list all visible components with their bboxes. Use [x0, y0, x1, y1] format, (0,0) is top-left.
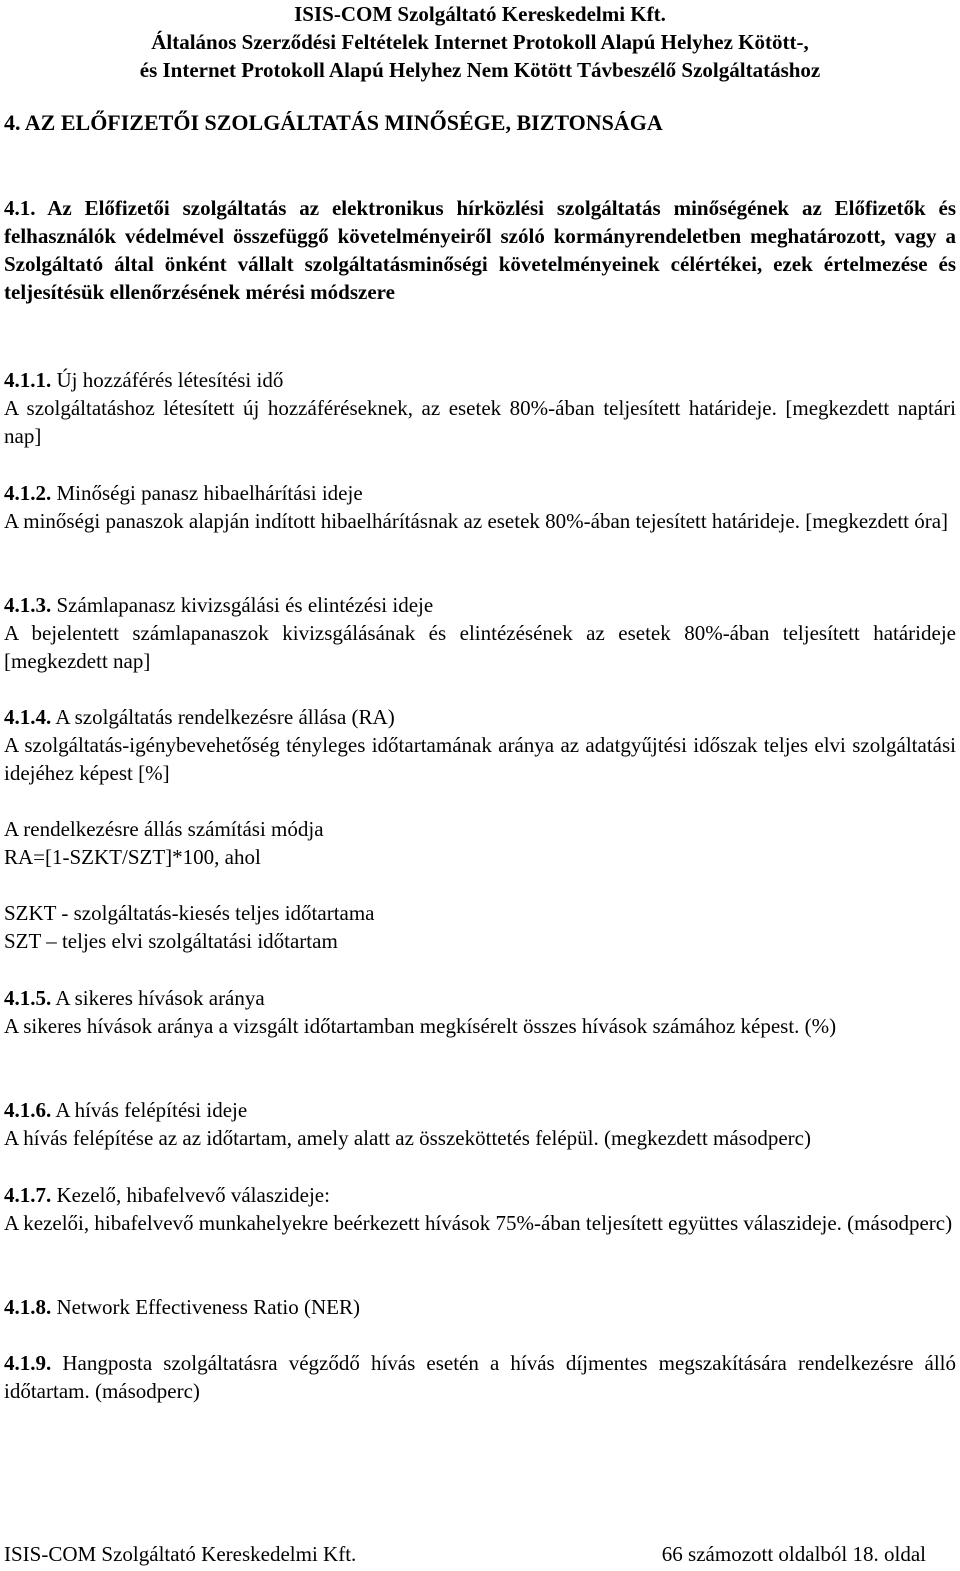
item-4-1-1 [4, 366, 956, 450]
item-number: 4.1.3. [4, 593, 52, 617]
item-body: A minőségi panaszok alapján indított hibaelhárításnak az esetek 80%-ában tejesített határideje. [megkezdett óra] [4, 509, 949, 533]
item-body: A szolgáltatáshoz létesített új hozzáféréseknek, az esetek 80%-ában teljesített határideje. [megkezdett naptári nap] [4, 396, 956, 448]
item-4-1-6 [4, 1096, 956, 1152]
item-title: Számlapanasz kivizsgálási és elintézési ideje [56, 593, 434, 617]
item-body: A hívás felépítése az az időtartam, amely alatt az összeköttetés felépül. (megkezdett másodperc) [4, 1126, 811, 1150]
item-title: Minőségi panasz hibaelhárítási ideje [56, 481, 363, 505]
item-title: A sikeres hívások aránya [55, 986, 265, 1010]
footer-company: ISIS-COM Szolgáltató Kereskedelmi Kft. [4, 1542, 357, 1566]
header-title-line2: és Internet Protokoll Alapú Helyhez Nem Kötött Távbeszélő Szolgáltatáshoz [139, 58, 821, 82]
item-4-1-7 [4, 1181, 956, 1237]
intro-paragraph: 4.1. Az Előfizetői szolgáltatás az elektronikus hírközlési szolgáltatás minőségének az Előfizetők és felhasználók védelmével összefüggő követelményeiről szóló kormányrendeletben meghatározott, vagy a Szolgáltató által önként vállalt szolgáltatásminőségi követelményeinek célértékei, ezek értelmezése és teljesítésük ellenőrzésének mérési módszere [4, 196, 956, 304]
item-body: A bejelentett számlapanaszok kivizsgálásának és elintézésének az esetek 80%-ában teljesített határideje [megkezdett nap] [4, 621, 956, 673]
ra-heading: A rendelkezésre állás számítási módja [4, 817, 324, 841]
item-number: 4.1.9. [4, 1351, 52, 1375]
ra-def-szt: SZT – teljes elvi szolgáltatási időtartam [4, 929, 338, 953]
item-title: Network Effectiveness Ratio (NER) [56, 1295, 360, 1319]
item-number: 4.1.2. [4, 481, 52, 505]
document-header [0, 0, 960, 84]
item-title: Új hozzáférés létesítési idő [56, 368, 284, 392]
item-title: A hívás felépítési ideje [55, 1098, 248, 1122]
item-body: A szolgáltatás-igénybevehetőség tényleges időtartamának aránya az adatgyűjtési időszak teljes elvi szolgáltatási idejéhez képest [%] [4, 733, 956, 785]
item-4-1-5 [4, 984, 956, 1040]
item-number: 4.1.5. [4, 986, 52, 1010]
ra-definitions [4, 899, 956, 955]
item-number: 4.1.7. [4, 1183, 52, 1207]
section-title: 4. AZ ELŐFIZETŐI SZOLGÁLTATÁS MINŐSÉGE, BIZTONSÁGA [4, 110, 663, 135]
footer-page-number: 66 számozott oldalból 18. oldal [661, 1542, 926, 1566]
item-number: 4.1.6. [4, 1098, 52, 1122]
item-title: Kezelő, hibafelvevő válaszideje: [56, 1183, 330, 1207]
item-number: 4.1.1. [4, 368, 52, 392]
header-title-line1: Általános Szerződési Feltételek Internet Protokoll Alapú Helyhez Kötött-, [151, 30, 809, 54]
item-4-1-2 [4, 479, 956, 535]
ra-calculation [4, 815, 956, 871]
item-4-1-4 [4, 703, 956, 787]
item-body: A kezelői, hibafelvevő munkahelyekre beérkezett hívások 75%-ában teljesített együttes válaszideje. (másodperc) [4, 1211, 953, 1235]
header-company: ISIS-COM Szolgáltató Kereskedelmi Kft. [294, 2, 666, 26]
item-number: 4.1.4. [4, 705, 52, 729]
item-4-1-9 [4, 1349, 956, 1405]
item-title: Hangposta szolgáltatásra végződő hívás esetén a hívás díjmentes megszakítására rendelkezésre álló időtartam. (másodperc) [4, 1351, 957, 1403]
item-4-1-8 [4, 1293, 956, 1321]
ra-formula: RA=[1-SZKT/SZT]*100, ahol [4, 845, 261, 869]
item-number: 4.1.8. [4, 1295, 52, 1319]
ra-def-szkt: SZKT - szolgáltatás-kiesés teljes időtartama [4, 901, 375, 925]
item-4-1-3 [4, 591, 956, 675]
item-body: A sikeres hívások aránya a vizsgált időtartamban megkísérelt összes hívások számához képest. (%) [4, 1014, 837, 1038]
item-title: A szolgáltatás rendelkezésre állása (RA) [55, 705, 395, 729]
